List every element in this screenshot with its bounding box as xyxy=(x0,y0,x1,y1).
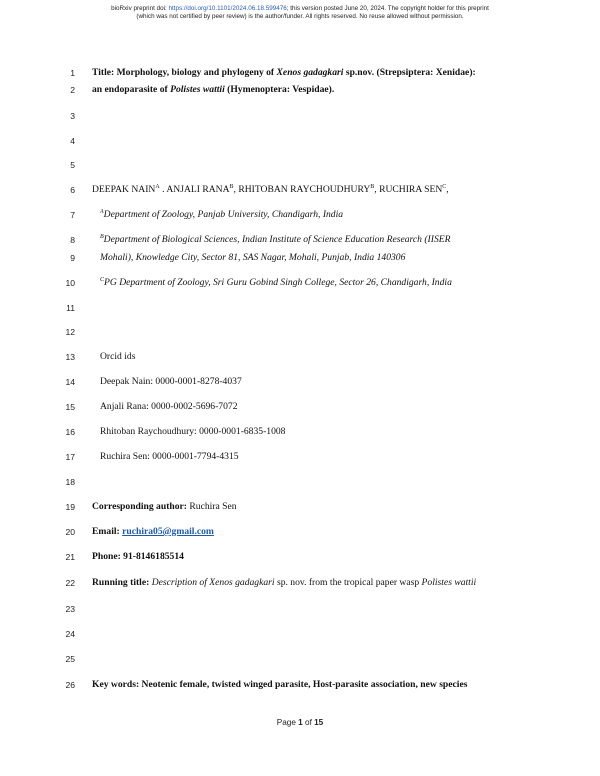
page-total: 15 xyxy=(314,718,324,727)
line-number: 8 xyxy=(70,235,75,245)
line-number: 5 xyxy=(70,160,75,170)
line-number: 26 xyxy=(65,680,75,690)
host-name: Polistes wattii xyxy=(170,84,225,95)
email-line: Email: ruchira05@gmail.com xyxy=(92,526,214,537)
affiliation-c: $^C$PG Department of Zoology, Sri Guru Gobind Singh College, Sector 26, Chandigarh, India xyxy=(100,276,452,288)
author-name: RUCHIRA SEN xyxy=(379,184,443,195)
affiliation-b-cont: Mohali), Knowledge City, Sector 81, SAS Nagar, Mohali, Punjab, India 140306 xyxy=(100,252,406,263)
header-suffix: ; this version posted June 20, 2024. The copyright holder for this preprint xyxy=(286,5,489,12)
line-number: 19 xyxy=(65,502,75,512)
author-list: DEEPAK $NAIN^A$ . ANJALI $RANA^B$, RHITOBAN $RAYCHOUDHURY^B$, RUCHIRA $SEN^C$, xyxy=(92,183,449,195)
author-affiliation-mark: B xyxy=(229,183,234,190)
line-number: 21 xyxy=(65,552,75,562)
paper-title-line2: an endoparasite of Polistes wattii (Hymenoptera: Vespidae). xyxy=(92,84,335,95)
line-number: 17 xyxy=(65,452,75,462)
line-number: 24 xyxy=(65,629,75,639)
line-number: 15 xyxy=(65,402,75,412)
line-number: 25 xyxy=(65,654,75,664)
preprint-header xyxy=(0,5,600,21)
line-number: 13 xyxy=(65,352,75,362)
header-line2: (which was not certified by peer review) is the author/funder. All rights reserved. No reuse allowed without permission. xyxy=(136,13,464,20)
affiliation-a: $^A$Department of Zoology, Panjab University, Chandigarh, India xyxy=(100,208,344,220)
paper-title-line1: Title: Morphology, biology and phylogeny of Xenos gadagkari sp.nov. (Strepsiptera: Xenidae): xyxy=(92,67,476,78)
line-number: 22 xyxy=(65,578,75,588)
author-name: ANJALI RANA xyxy=(166,184,230,195)
line-number: 11 xyxy=(66,303,75,313)
line-number: 16 xyxy=(65,427,75,437)
line-number: 3 xyxy=(70,111,75,121)
line-number: 10 xyxy=(65,278,75,288)
line-number: 9 xyxy=(70,253,75,263)
species-name: Xenos gadagkari xyxy=(276,67,344,78)
corresponding-author: Corresponding author: Ruchira Sen xyxy=(92,501,237,512)
author-affiliation-mark: A xyxy=(155,183,160,190)
orcid-entry: Rhitoban Raychoudhury: 0000-0001-6835-1008 xyxy=(100,426,286,437)
line-number: 2 xyxy=(70,85,75,95)
author-affiliation-mark: C xyxy=(442,183,447,190)
orcid-entry: Deepak Nain: 0000-0001-8278-4037 xyxy=(100,376,242,387)
orcid-heading: Orcid ids xyxy=(100,351,136,362)
affiliation-b: $^B$Department of Biological Sciences, Indian Institute of Science Education Research (IISER xyxy=(100,233,451,245)
line-number: 12 xyxy=(65,327,75,337)
page-number: 1 xyxy=(298,718,303,727)
author-affiliation-mark: B xyxy=(370,183,375,190)
line-number: 14 xyxy=(65,377,75,387)
keywords: Key words: Neotenic female, twisted winged parasite, Host-parasite association, new species xyxy=(92,679,468,690)
email-link[interactable]: ruchira05@gmail.com xyxy=(122,526,214,537)
author-name: RHITOBAN RAYCHOUDHURY xyxy=(238,184,371,195)
line-number: 6 xyxy=(70,185,75,195)
orcid-entry: Anjali Rana: 0000-0002-5696-7072 xyxy=(100,401,238,412)
line-number: 7 xyxy=(70,210,75,220)
line-number: 20 xyxy=(65,527,75,537)
running-title: Running title: Description of Xenos gadagkari sp. nov. from the tropical paper wasp Polistes wattii xyxy=(92,577,477,588)
author-name: DEEPAK NAIN xyxy=(92,184,156,195)
line-number: 18 xyxy=(65,477,75,487)
orcid-entry: Ruchira Sen: 0000-0001-7794-4315 xyxy=(100,451,239,462)
line-number: 1 xyxy=(70,68,75,78)
page-footer: Page 1 of 15 xyxy=(276,718,324,727)
line-number: 4 xyxy=(70,136,75,146)
line-number: 23 xyxy=(65,604,75,614)
header-prefix: bioRxiv preprint doi: xyxy=(111,5,169,12)
phone-line: Phone: 91-8146185514 xyxy=(92,551,184,562)
doi-link[interactable]: https://doi.org/10.1101/2024.06.18.599476 xyxy=(168,5,287,12)
